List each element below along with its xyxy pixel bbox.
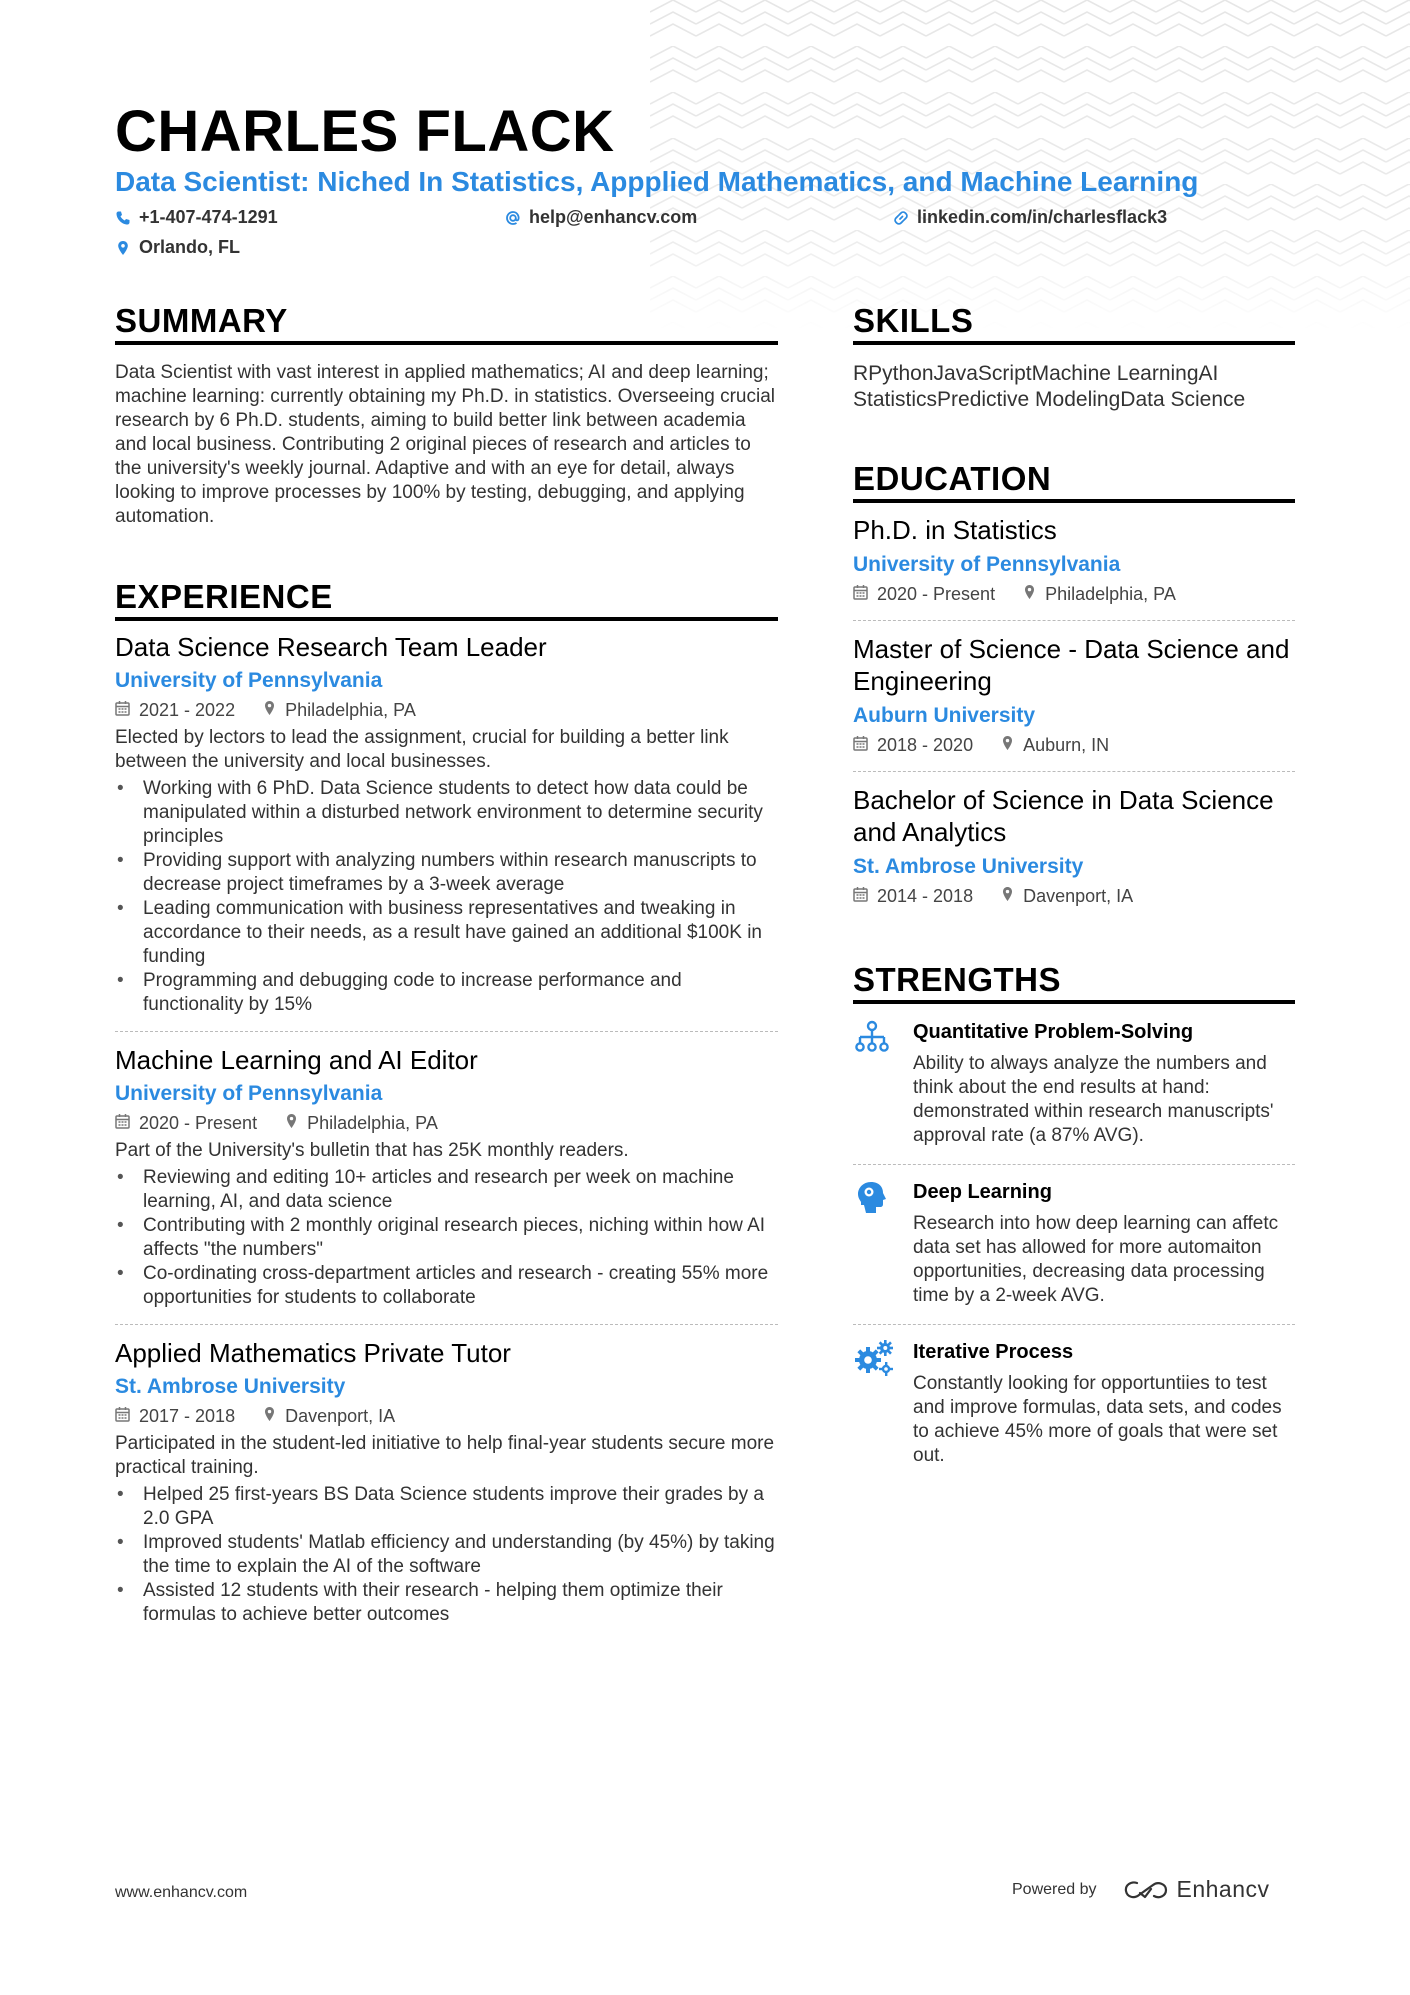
job-description: Part of the University's bulletin that has 25K monthly readers. [115, 1140, 629, 1161]
job-bullet: • Helped 25 first-years BS Data Science students improve their grades by a 2.0 GPA [115, 1483, 778, 1531]
candidate-name: CHARLES FLACK [115, 99, 615, 164]
education-location: Auburn, IN [1023, 735, 1110, 755]
calendar-icon [115, 1111, 130, 1135]
enhancv-logo [1123, 1876, 1270, 1903]
phone-contact[interactable] [115, 207, 278, 228]
education-entry [853, 784, 1295, 908]
job-meta [115, 698, 778, 722]
map-pin-icon [115, 240, 131, 256]
job-title: Applied Mathematics Private Tutor [115, 1338, 511, 1368]
map-pin-icon [1001, 733, 1014, 757]
job-location: Philadelphia, PA [307, 1113, 438, 1133]
job-description: Elected by lectors to lead the assignment, crucial for building a better link between the university and local businesses. [115, 727, 729, 772]
job-meta [115, 1111, 778, 1135]
education-heading: EDUCATION [853, 460, 1052, 497]
experience-entry [115, 1337, 778, 1627]
job-organization: St. Ambrose University [115, 1375, 346, 1398]
education-meta [853, 884, 1295, 908]
job-location: Philadelphia, PA [285, 700, 416, 720]
strength-title: Deep Learning [913, 1181, 1052, 1203]
experience-entry [115, 1044, 778, 1310]
enhancv-logo-icon [1123, 1879, 1169, 1901]
strengths-heading: STRENGTHS [853, 961, 1062, 998]
strength-description: Research into how deep learning can affetc data set has allowed for more automaiton opportunities, decreasing data processing time by a 2-week AVG. [913, 1213, 1279, 1306]
linkedin-text: linkedin.com/in/charlesflack3 [917, 207, 1168, 227]
experience-heading: EXPERIENCE [115, 578, 333, 615]
calendar-icon [853, 733, 868, 757]
experience-rule [115, 617, 778, 621]
candidate-headline: Data Scientist: Niched In Statistics, Appplied Mathematics, and Machine Learning [115, 166, 1199, 197]
job-bullet: • Working with 6 PhD. Data Science students to detect how data could be manipulated within a disturbed network environment to determine security principles [115, 777, 778, 849]
education-meta [853, 733, 1295, 757]
job-title: Machine Learning and AI Editor [115, 1045, 478, 1075]
job-bullet: • Leading communication with business representatives and tweaking in accordance to their needs, as a result have gained an additional $100K in funding [115, 897, 778, 969]
education-rule [853, 499, 1295, 503]
strength-description: Ability to always analyze the numbers and think about the end results at hand: demonstrated within research manuscripts' approval rate (a 87% AVG). [913, 1053, 1274, 1146]
education-entry [853, 633, 1295, 757]
job-description: Participated in the student-led initiative to help final-year students secure more practical training. [115, 1433, 775, 1478]
skills-line: RPythonJavaScriptMachine LearningAI [853, 362, 1219, 385]
phone-text: +1-407-474-1291 [139, 207, 278, 227]
education-location: Davenport, IA [1023, 886, 1134, 906]
experience-entry [115, 631, 778, 1017]
entry-divider [853, 771, 1295, 772]
strengths-rule [853, 1000, 1295, 1004]
entry-divider [115, 1031, 778, 1032]
footer-powered-by[interactable] [1012, 1876, 1270, 1903]
job-bullet: • Providing support with analyzing numbers within research manuscripts to decrease project timeframes by a 3-week average [115, 849, 778, 897]
job-dates: 2021 - 2022 [139, 700, 236, 720]
experience-list [115, 631, 778, 1627]
brain-head-icon [853, 1179, 913, 1308]
school-name: Auburn University [853, 704, 1036, 727]
enhancv-brand-text: Enhancv [1176, 1876, 1270, 1902]
degree-title: Master of Science - Data Science and Engineering [853, 634, 1290, 696]
map-pin-icon [263, 698, 276, 722]
network-hierarchy-icon [853, 1019, 913, 1148]
education-dates: 2018 - 2020 [877, 735, 974, 755]
job-organization: University of Pennsylvania [115, 1082, 383, 1105]
job-bullet: • Programming and debugging code to increase performance and functionality by 15% [115, 969, 778, 1017]
job-meta [115, 1404, 778, 1428]
map-pin-icon [263, 1404, 276, 1428]
summary-text: Data Scientist with vast interest in applied mathematics; AI and deep learning; machine learning: currently obtaining my Ph.D. in statistics. Overseeing crucial research by 6 Ph.D. students, aiming to build better link between academia and local business. Contributing 2 original pieces of research and articles to the university's weekly journal. Adaptive and with an eye for detail, always looking to improve processes by 100% by testing, debugging, and applying automation. [115, 362, 776, 527]
skills-heading: SKILLS [853, 302, 974, 339]
job-dates: 2017 - 2018 [139, 1406, 236, 1426]
entry-divider [853, 1324, 1295, 1325]
strength-description: Constantly looking for opportuntiies to test and improve formulas, data sets, and codes to achieve 45% more of goals that were set out. [913, 1373, 1282, 1466]
skills-list [853, 361, 1295, 413]
education-entry [853, 514, 1295, 606]
education-location: Philadelphia, PA [1045, 584, 1176, 604]
location-text: Orlando, FL [139, 237, 240, 257]
education-dates: 2014 - 2018 [877, 886, 974, 906]
job-bullet: • Co-ordinating cross-department articles and research - creating 55% more opportunities for students to collaborate [115, 1262, 778, 1310]
gears-icon [853, 1339, 913, 1468]
education-dates: 2020 - Present [877, 584, 996, 604]
strength-entry [853, 1339, 1295, 1468]
job-bullets [115, 1166, 778, 1310]
job-organization: University of Pennsylvania [115, 669, 383, 692]
calendar-icon [115, 1404, 130, 1428]
map-pin-icon [1023, 582, 1036, 606]
education-meta [853, 582, 1295, 606]
strengths-list [853, 1019, 1295, 1468]
footer-website[interactable]: www.enhancv.com [115, 1884, 248, 1901]
education-list [853, 514, 1295, 908]
email-contact[interactable] [505, 207, 697, 228]
link-icon [893, 210, 909, 226]
job-bullet: • Contributing with 2 monthly original research pieces, niching within how AI affects "the numbers" [115, 1214, 778, 1262]
strength-entry [853, 1019, 1295, 1148]
job-bullet: • Improved students' Matlab efficiency and understanding (by 45%) by taking the time to explain the AI of the software [115, 1531, 778, 1579]
job-bullet: • Reviewing and editing 10+ articles and research per week on machine learning, AI, and data science [115, 1166, 778, 1214]
strength-title: Iterative Process [913, 1341, 1074, 1363]
calendar-icon [115, 698, 130, 722]
calendar-icon [853, 884, 868, 908]
school-name: St. Ambrose University [853, 855, 1084, 878]
degree-title: Bachelor of Science in Data Science and Analytics [853, 785, 1274, 847]
entry-divider [115, 1324, 778, 1325]
email-text: help@enhancv.com [529, 207, 698, 227]
job-title: Data Science Research Team Leader [115, 632, 547, 662]
location-contact [115, 237, 240, 258]
at-sign-icon [505, 210, 521, 226]
phone-icon [115, 210, 131, 226]
strength-entry [853, 1179, 1295, 1308]
powered-by-text: Powered by [1012, 1880, 1097, 1898]
linkedin-contact[interactable] [893, 207, 1167, 228]
entry-divider [853, 1164, 1295, 1165]
summary-heading: SUMMARY [115, 302, 288, 339]
calendar-icon [853, 582, 868, 606]
job-location: Davenport, IA [285, 1406, 396, 1426]
entry-divider [853, 620, 1295, 621]
skills-line: StatisticsPredictive ModelingData Science [853, 388, 1246, 411]
job-dates: 2020 - Present [139, 1113, 258, 1133]
map-pin-icon [1001, 884, 1014, 908]
summary-rule [115, 341, 778, 345]
job-bullets [115, 1483, 778, 1627]
skills-rule [853, 341, 1295, 345]
job-bullets [115, 777, 778, 1017]
map-pin-icon [285, 1111, 298, 1135]
job-bullet: • Assisted 12 students with their research - helping them optimize their formulas to achieve better outcomes [115, 1579, 778, 1627]
school-name: University of Pennsylvania [853, 553, 1121, 576]
degree-title: Ph.D. in Statistics [853, 515, 1057, 545]
strength-title: Quantitative Problem-Solving [913, 1021, 1194, 1043]
